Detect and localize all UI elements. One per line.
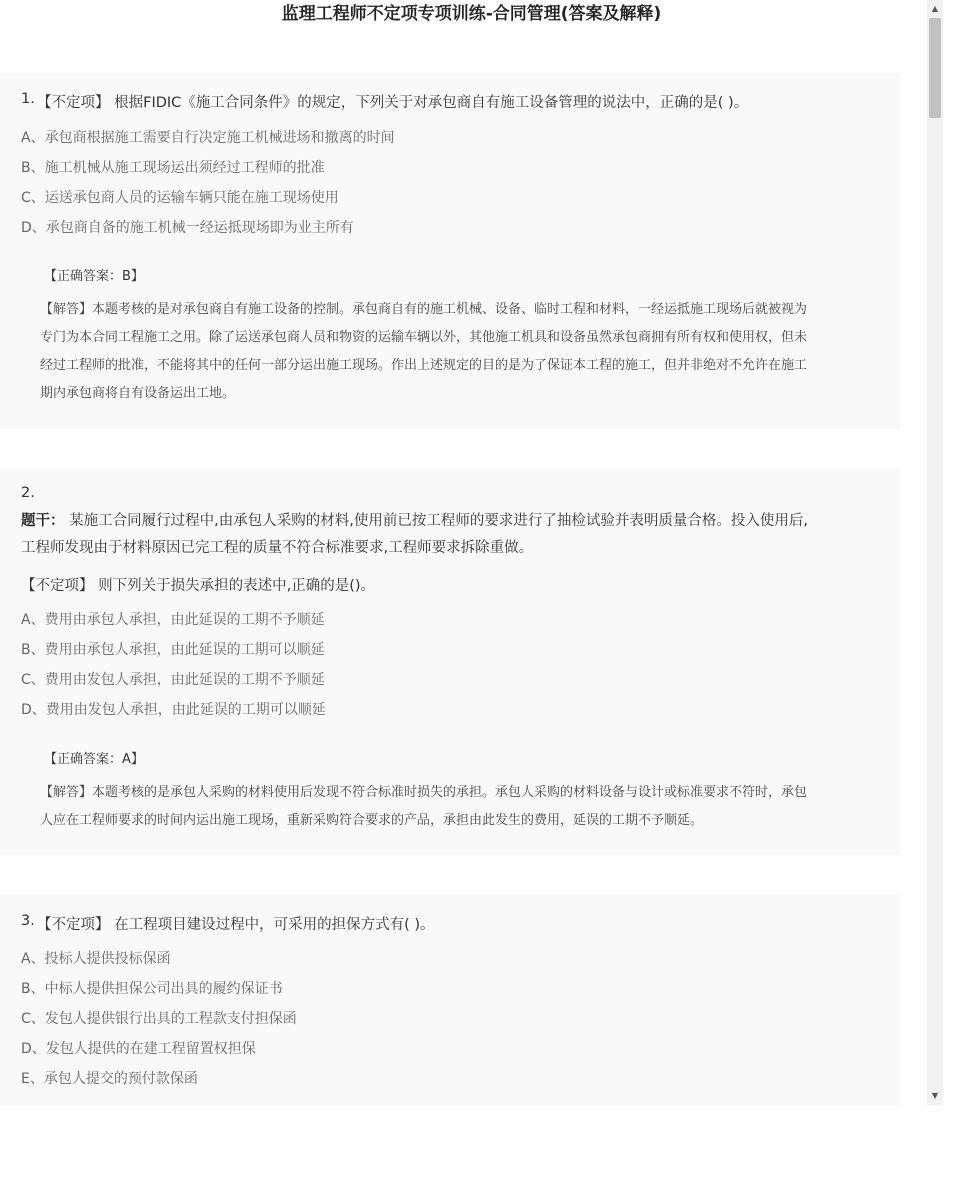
question-2-explanation (40, 779, 870, 835)
question-2-stem-line-1 (21, 509, 808, 530)
question-3-option-b[interactable]: B、中标人提供担保公司出具的履约保证书 (21, 981, 283, 997)
question-2-option-a[interactable]: A、费用由承包人承担，由此延误的工期不予顺延 (21, 612, 325, 628)
explanation-line: 【解答】本题考核的是承包人采购的材料使用后发现不符合标准时损失的承担。承包人采购的材料设备与设计或标准要求不符时，承包 (40, 785, 808, 800)
stem-label: 题干： (21, 513, 65, 529)
question-3-option-d[interactable]: D、发包人提供的在建工程留置权担保 (21, 1041, 256, 1057)
question-3-text: 【不定项】 在工程项目建设过程中，可采用的担保方式有( )。 (37, 917, 435, 933)
question-3-option-c[interactable]: C、发包人提供银行出具的工程款支付担保函 (21, 1011, 297, 1027)
arrow-up-icon[interactable]: ▲ (931, 4, 939, 13)
question-1-text: 【不定项】 根据FIDIC《施工合同条件》的规定，下列关于对承包商自有施工设备管理的说法中，正确的是( )。 (37, 95, 749, 111)
question-1-explanation (40, 296, 870, 408)
question-2-stem-line-2: 工程师发现由于材料原因已完工程的质量不符合标准要求,工程师要求拆除重做。 (21, 540, 534, 556)
question-2-option-b[interactable]: B、费用由承包人承担，由此延误的工期可以顺延 (21, 642, 325, 658)
vertical-scrollbar[interactable] (927, 0, 943, 1105)
question-card-3 (0, 895, 900, 1105)
question-2-text: 【不定项】 则下列关于损失承担的表述中,正确的是()。 (21, 578, 376, 594)
question-3-number: 3. (21, 913, 35, 929)
question-1-answer: 【正确答案：B】 (44, 269, 144, 284)
question-2-number: 2. (21, 485, 35, 501)
question-2-option-c[interactable]: C、费用由发包人承担，由此延误的工期不予顺延 (21, 672, 325, 688)
question-1-option-b[interactable]: B、施工机械从施工现场运出须经过工程师的批准 (21, 160, 325, 176)
stem-text: 某施工合同履行过程中,由承包人采购的材料,使用前已按工程师的要求进行了抽检试验并表明质量合格。投入使用后, (69, 513, 808, 529)
explanation-line: 经过工程师的批准，不能将其中的任何一部分运出施工现场。作出上述规定的目的是为了保证本工程的施工，但并非绝对不允许在施工 (40, 358, 808, 373)
question-1-option-a[interactable]: A、承包商根据施工需要自行决定施工机械进场和撤离的时间 (21, 130, 395, 146)
question-2-answer: 【正确答案：A】 (44, 752, 144, 767)
explanation-line: 人应在工程师要求的时间内运出施工现场，重新采购符合要求的产品，承担由此发生的费用，延误的工期不予顺延。 (40, 813, 704, 828)
question-1-option-c[interactable]: C、运送承包商人员的运输车辆只能在施工现场使用 (21, 190, 339, 206)
question-card-1 (0, 73, 900, 429)
question-3-option-e[interactable]: E、承包人提交的预付款保函 (21, 1071, 198, 1087)
question-2-option-d[interactable]: D、费用由发包人承担，由此延误的工期可以顺延 (21, 702, 326, 718)
question-card-2 (0, 469, 900, 855)
question-1-option-d[interactable]: D、承包商自备的施工机械一经运抵现场即为业主所有 (21, 220, 354, 236)
page-title: 监理工程师不定项专项训练-合同管理(答案及解释) (281, 4, 662, 24)
question-1-number: 1. (21, 91, 35, 107)
explanation-line: 专门为本合同工程施工之用。除了运送承包商人员和物资的运输车辆以外，其他施工机具和设备虽然承包商拥有所有权和使用权，但未 (40, 330, 808, 345)
question-3-option-a[interactable]: A、投标人提供投标保函 (21, 951, 171, 967)
scrollbar-thumb[interactable] (929, 18, 941, 118)
explanation-line: 期内承包商将自有设备运出工地。 (40, 386, 236, 401)
explanation-line: 【解答】本题考核的是对承包商自有施工设备的控制。承包商自有的施工机械、设备、临时工程和材料，一经运抵施工现场后就被视为 (40, 302, 808, 317)
arrow-down-icon[interactable]: ▼ (931, 1091, 939, 1100)
